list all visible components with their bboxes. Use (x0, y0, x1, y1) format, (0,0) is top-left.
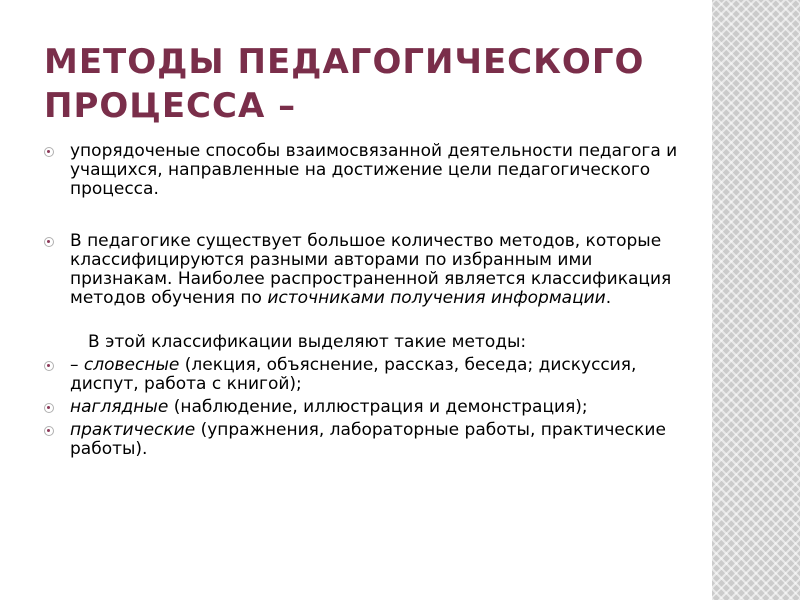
circle-bullet-icon (44, 403, 54, 413)
method-name: словесные (83, 355, 180, 375)
circle-bullet-icon (44, 237, 54, 247)
bullet-text-end: . (605, 288, 612, 308)
method-description: (наблюдение, иллюстрация и демонстрация); (168, 397, 588, 417)
bullet-item-definition (44, 142, 684, 199)
slide-content (44, 142, 684, 459)
bullet-item-practical-methods (44, 421, 684, 459)
method-description: (упражнения, лабораторные работы, практические работы). (70, 420, 666, 459)
decorative-side-pattern (712, 0, 800, 600)
circle-bullet-icon (44, 426, 54, 436)
bullet-text: В педагогике существует большое количество методов, которые классифицируются разными авторами по избранным ими признакам. Наиболее распространенной является классификация методов обучения по (70, 231, 672, 308)
slide-title-line-1: МЕТОДЫ ПЕДАГОГИЧЕСКОГО (44, 42, 645, 82)
method-name: практические (70, 420, 196, 440)
slide-title-line-2: ПРОЦЕССА – (44, 86, 297, 126)
intro-line: В этой классификации выделяют такие методы: (88, 332, 527, 352)
slide-title (44, 40, 684, 128)
method-name: наглядные (70, 397, 169, 417)
bullet-item-classification (44, 232, 684, 308)
bullet-item-verbal-methods (44, 356, 684, 394)
method-description: (лекция, объяснение, рассказ, беседа; дискуссия, диспут, работа с книгой); (70, 355, 637, 394)
bullet-item-visual-methods (44, 398, 684, 417)
bullet-italic-text: источниками получения информации (267, 288, 606, 308)
bullet-text: упорядоченые способы взаимосвязанной деятельности педагога и учащихся, направленные на достижение цели педагогического процесса. (70, 141, 678, 199)
method-prefix: – (70, 355, 84, 375)
circle-bullet-icon (44, 147, 54, 157)
circle-bullet-icon (44, 361, 54, 371)
